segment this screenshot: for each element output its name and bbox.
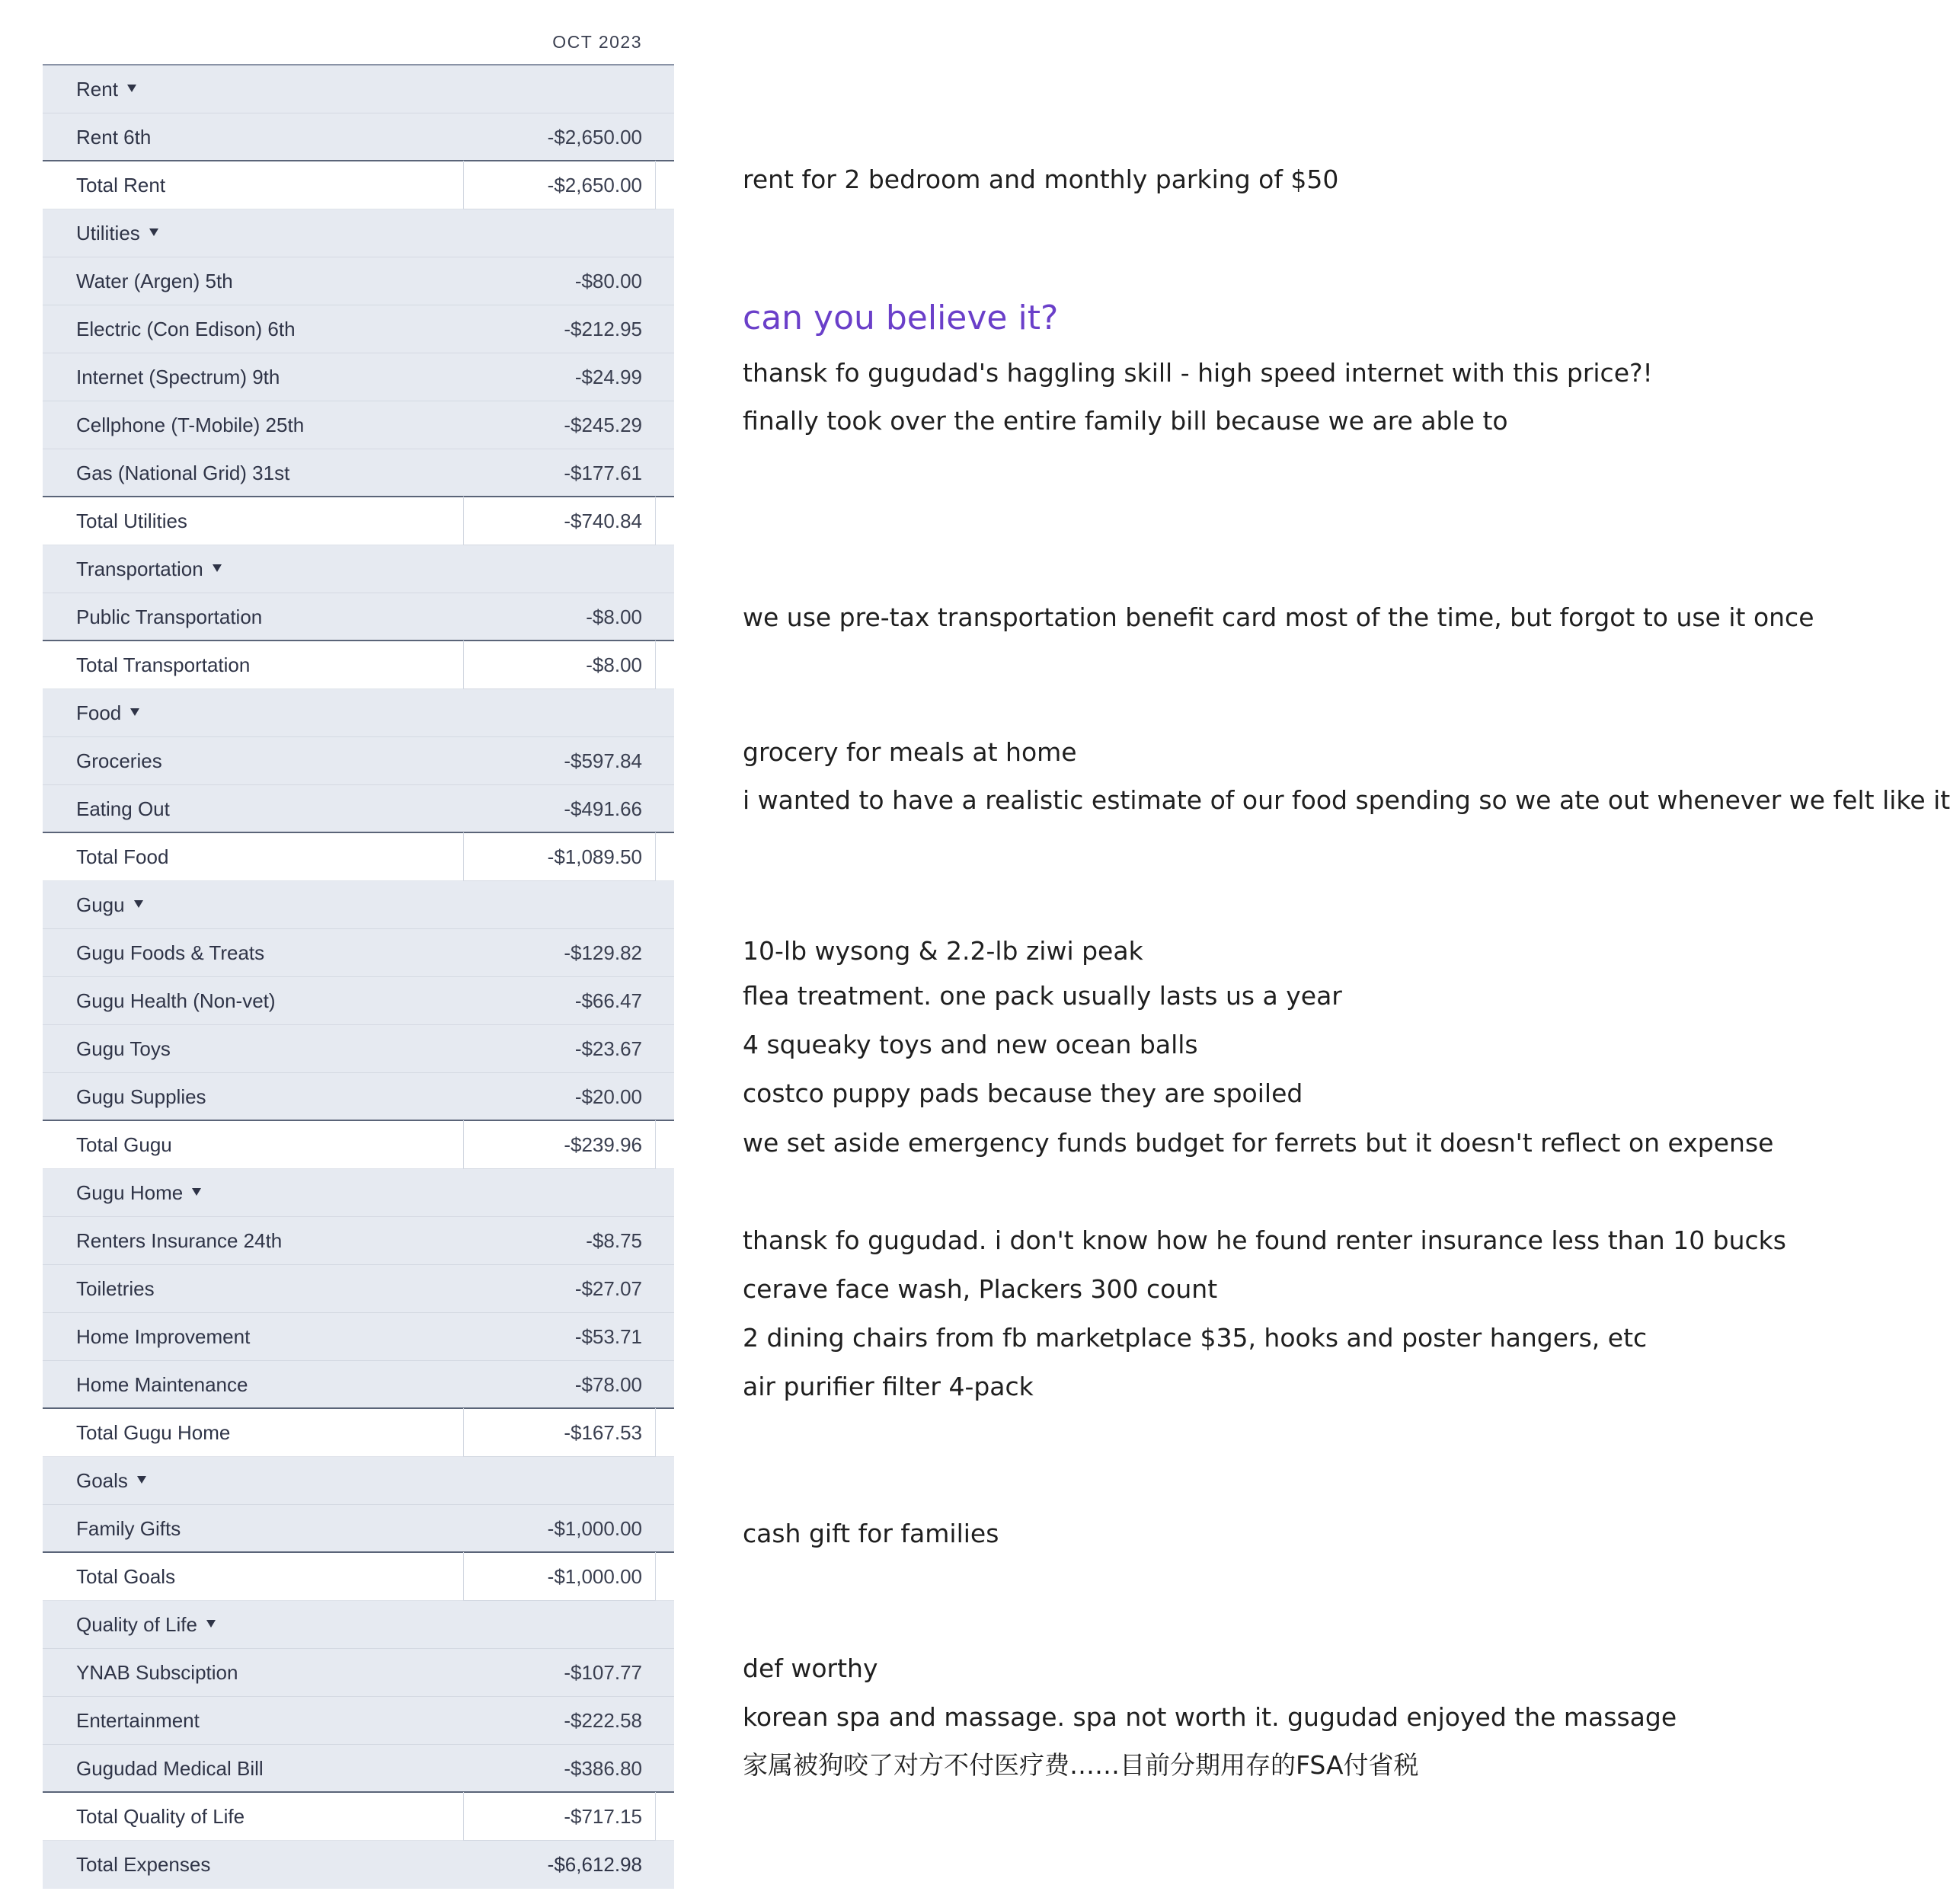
group-total-label: Total Transportation	[76, 653, 251, 676]
note-transport: we use pre-tax transportation benefit card most of the time, but forgot to use it once	[743, 602, 1814, 632]
category-label: Rent 6th	[76, 126, 152, 149]
group-total-label: Total Quality of Life	[76, 1805, 245, 1828]
group-total-amount: -$8.00	[586, 653, 642, 676]
category-label: Gugu Supplies	[76, 1085, 206, 1108]
category-amount: -$2,650.00	[547, 126, 642, 149]
note-gugu-toys: 4 squeaky toys and new ocean balls	[743, 1030, 1198, 1059]
category-row[interactable]	[43, 785, 674, 833]
category-row[interactable]	[43, 737, 674, 785]
category-amount: -$24.99	[574, 366, 642, 388]
category-group-label	[76, 1169, 201, 1217]
category-amount: -$27.07	[574, 1277, 642, 1300]
group-total-row	[43, 833, 674, 881]
category-amount: -$23.67	[574, 1037, 642, 1060]
caret-down-icon[interactable]	[130, 708, 139, 716]
group-total-amount: -$740.84	[564, 510, 642, 532]
category-group-quality-of-life[interactable]	[43, 1601, 674, 1649]
group-name-text: Goals	[76, 1469, 128, 1492]
category-amount: -$1,000.00	[547, 1517, 642, 1540]
category-label: Gugudad Medical Bill	[76, 1757, 264, 1780]
note-gugu-supplies: costco puppy pads because they are spoiled	[743, 1078, 1303, 1108]
note-insurance: thansk fo gugudad. i don't know how he found renter insurance less than 10 bucks	[743, 1225, 1786, 1255]
group-name-text: Quality of Life	[76, 1613, 197, 1636]
group-name-text: Utilities	[76, 222, 140, 244]
note-ynab: def worthy	[743, 1653, 878, 1683]
group-total-amount: -$167.53	[564, 1421, 642, 1444]
group-total-amount: -$239.96	[564, 1133, 642, 1156]
caret-down-icon[interactable]	[192, 1188, 201, 1196]
group-total-row	[43, 161, 674, 209]
note-entertainment: korean spa and massage. spa not worth it. gugudad enjoyed the massage	[743, 1702, 1677, 1732]
note-eating-out: i wanted to have a realistic estimate of our food spending so we ate out whenever we felt like it	[743, 785, 1950, 815]
group-total-label: Total Food	[76, 845, 169, 868]
category-row[interactable]	[43, 1313, 674, 1361]
group-total-amount: -$2,650.00	[547, 174, 642, 196]
note-cellphone: finally took over the entire family bill because we are able to	[743, 406, 1508, 436]
category-amount: -$66.47	[574, 989, 642, 1012]
category-label: Toiletries	[76, 1277, 155, 1300]
category-group-label	[76, 545, 222, 593]
note-rent: rent for 2 bedroom and monthly parking of $50	[743, 165, 1339, 194]
caret-down-icon[interactable]	[137, 1476, 146, 1484]
category-group-label	[76, 65, 136, 113]
category-label: Internet (Spectrum) 9th	[76, 366, 280, 388]
category-group-gugu-home[interactable]	[43, 1169, 674, 1217]
category-group-gugu[interactable]	[43, 881, 674, 929]
category-group-rent[interactable]	[43, 65, 674, 113]
category-label: Gas (National Grid) 31st	[76, 462, 290, 484]
category-amount: -$491.66	[564, 797, 642, 820]
category-label: Water (Argen) 5th	[76, 270, 233, 292]
category-row[interactable]	[43, 1745, 674, 1793]
category-group-label	[76, 209, 158, 257]
grand-total-amount: -$6,612.98	[547, 1853, 642, 1876]
note-gugu-total: we set aside emergency funds budget for ferrets but it doesn't reflect on expense	[743, 1128, 1774, 1158]
note-home-maintenance: air purifier filter 4-pack	[743, 1372, 1034, 1401]
category-label: Entertainment	[76, 1709, 200, 1732]
category-row[interactable]	[43, 1361, 674, 1409]
category-row[interactable]	[43, 929, 674, 977]
category-label: Electric (Con Edison) 6th	[76, 318, 296, 340]
category-row[interactable]	[43, 977, 674, 1025]
category-amount: -$597.84	[564, 749, 642, 772]
group-name-text: Gugu Home	[76, 1181, 184, 1204]
category-amount: -$80.00	[574, 270, 642, 292]
caret-down-icon[interactable]	[149, 228, 158, 236]
category-group-utilities[interactable]	[43, 209, 674, 257]
category-amount: -$212.95	[564, 318, 642, 340]
group-total-label: Total Goals	[76, 1565, 176, 1588]
note-groceries: grocery for meals at home	[743, 737, 1077, 767]
category-row[interactable]	[43, 1073, 674, 1121]
category-label: Family Gifts	[76, 1517, 181, 1540]
note-gugu-health: flea treatment. one pack usually lasts us a year	[743, 981, 1342, 1011]
category-row[interactable]	[43, 305, 674, 353]
caret-down-icon[interactable]	[213, 564, 222, 572]
caret-down-icon[interactable]	[127, 85, 136, 92]
category-label: Eating Out	[76, 797, 170, 820]
category-label: Gugu Foods & Treats	[76, 941, 265, 964]
category-group-label	[76, 689, 139, 737]
group-total-label: Total Rent	[76, 174, 166, 196]
category-amount: -$8.00	[586, 605, 642, 628]
group-total-amount: -$1,089.50	[547, 845, 642, 868]
group-total-row	[43, 1793, 674, 1841]
category-row[interactable]	[43, 449, 674, 497]
group-total-row	[43, 641, 674, 689]
category-row[interactable]	[43, 1505, 674, 1553]
category-amount: -$245.29	[564, 414, 642, 436]
category-row[interactable]	[43, 113, 674, 161]
category-row[interactable]	[43, 353, 674, 401]
category-label: Home Improvement	[76, 1325, 251, 1348]
category-amount: -$129.82	[564, 941, 642, 964]
category-group-food[interactable]	[43, 689, 674, 737]
category-row[interactable]	[43, 401, 674, 449]
category-row[interactable]	[43, 1265, 674, 1313]
category-label: Renters Insurance 24th	[76, 1229, 283, 1252]
category-label: Groceries	[76, 749, 162, 772]
group-total-row	[43, 1553, 674, 1601]
note-home-improvement: 2 dining chairs from fb marketplace $35, hooks and poster hangers, etc	[743, 1323, 1648, 1353]
category-group-goals[interactable]	[43, 1457, 674, 1505]
group-total-row	[43, 1121, 674, 1169]
group-total-label: Total Gugu Home	[76, 1421, 231, 1444]
note-family-gifts: cash gift for families	[743, 1519, 999, 1548]
category-label: Gugu Toys	[76, 1037, 171, 1060]
category-row[interactable]	[43, 593, 674, 641]
month-label: OCT 2023	[552, 32, 642, 52]
group-total-row	[43, 1409, 674, 1457]
category-amount: -$222.58	[564, 1709, 642, 1732]
category-amount: -$53.71	[574, 1325, 642, 1348]
note-medical: 家属被狗咬了对方不付医疗费……目前分期用存的FSA付省税	[743, 1750, 1419, 1780]
category-group-transportation[interactable]	[43, 545, 674, 593]
report-rows	[43, 65, 674, 1889]
category-amount: -$20.00	[574, 1085, 642, 1108]
category-row[interactable]	[43, 257, 674, 305]
group-name-text: Food	[76, 701, 122, 724]
caret-down-icon[interactable]	[206, 1620, 216, 1628]
category-row[interactable]	[43, 1025, 674, 1073]
category-row[interactable]	[43, 1697, 674, 1745]
group-total-label: Total Utilities	[76, 510, 187, 532]
category-group-label	[76, 881, 143, 929]
month-column-header	[43, 0, 674, 65]
group-name-text: Rent	[76, 78, 118, 101]
budget-report-table	[43, 0, 674, 1889]
group-total-amount: -$1,000.00	[547, 1565, 642, 1588]
category-group-label	[76, 1457, 146, 1505]
category-label: Cellphone (T-Mobile) 25th	[76, 414, 305, 436]
category-row[interactable]	[43, 1649, 674, 1697]
group-total-label: Total Gugu	[76, 1133, 172, 1156]
category-label: Home Maintenance	[76, 1373, 248, 1396]
category-amount: -$107.77	[564, 1661, 642, 1684]
category-label: Gugu Health (Non-vet)	[76, 989, 276, 1012]
grand-total-label: Total Expenses	[76, 1853, 211, 1876]
category-amount: -$386.80	[564, 1757, 642, 1780]
group-name-text: Transportation	[76, 557, 203, 580]
group-name-text: Gugu	[76, 893, 125, 916]
category-amount: -$8.75	[586, 1229, 642, 1252]
category-amount: -$78.00	[574, 1373, 642, 1396]
note-toiletries: cerave face wash, Plackers 300 count	[743, 1274, 1218, 1304]
category-label: Public Transportation	[76, 605, 263, 628]
caret-down-icon[interactable]	[134, 900, 143, 908]
category-amount: -$177.61	[564, 462, 642, 484]
group-total-row	[43, 497, 674, 545]
group-total-amount: -$717.15	[564, 1805, 642, 1828]
note-heading: can you believe it?	[743, 299, 1059, 337]
note-gugu-food: 10-lb wysong & 2.2-lb ziwi peak	[743, 936, 1143, 966]
grand-total-row	[43, 1841, 674, 1889]
category-label: YNAB Subsciption	[76, 1661, 238, 1684]
category-row[interactable]	[43, 1217, 674, 1265]
note-internet: thansk fo gugudad's haggling skill - high speed internet with this price?!	[743, 358, 1653, 388]
category-group-label	[76, 1601, 216, 1649]
